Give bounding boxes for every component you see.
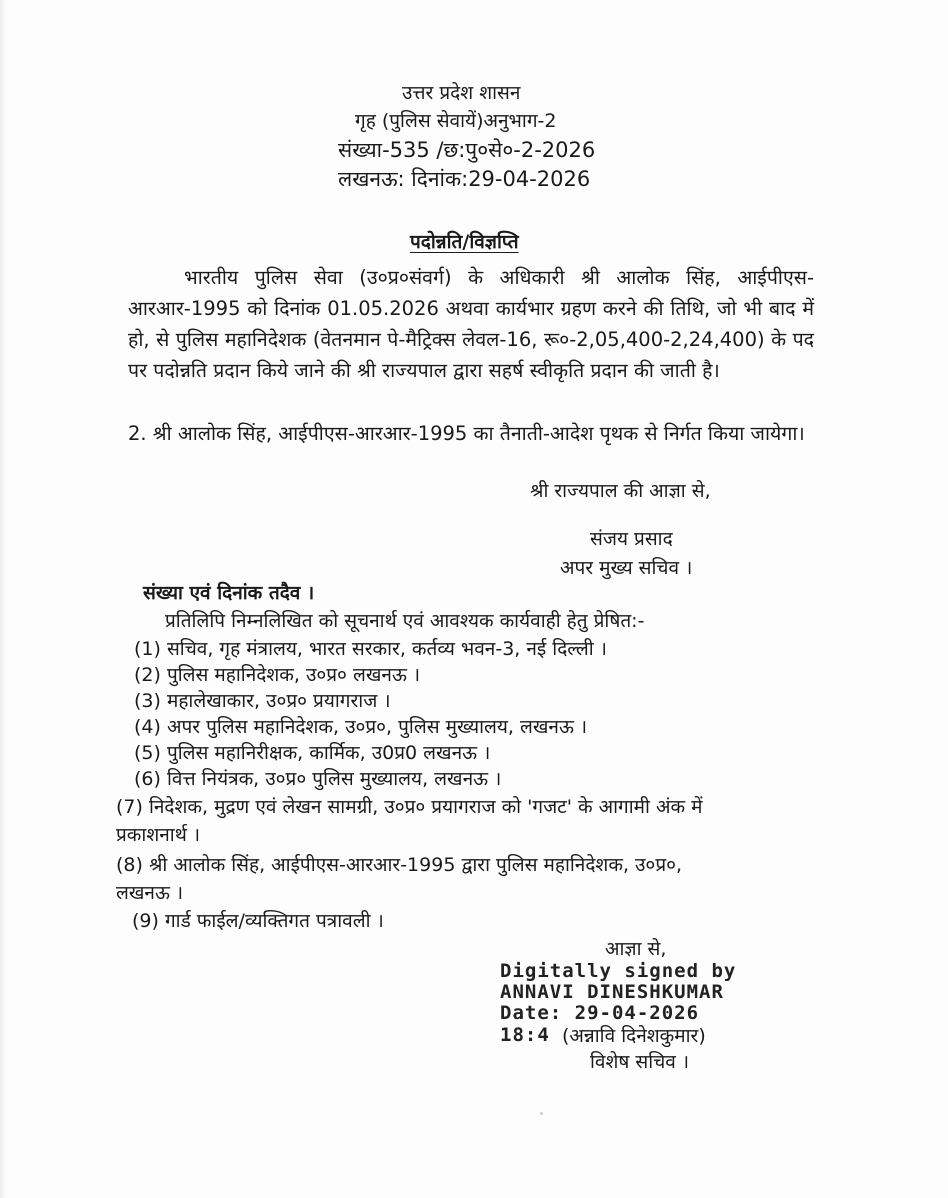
copy-item-continuation: लखनऊ । (116, 882, 184, 904)
copy-item: (5) पुलिस महानिरीक्षक, कार्मिक, उ0प्र0 लखनऊ । (134, 742, 491, 764)
copy-item: (7) निदेशक, मुद्रण एवं लेखन सामग्री, उ०प्र० प्रयागराज को 'गजट' के आगामी अंक में (116, 796, 703, 818)
copy-item: (3) महालेखाकार, उ०प्र० प्रयागराज । (134, 690, 391, 712)
digital-signature-name: ANNAVI DINESHKUMAR (500, 981, 724, 1003)
copy-item: (1) सचिव, गृह मंत्रालय, भारत सरकार, कर्तव्य भवन-3, नई दिल्ली । (134, 638, 607, 660)
copy-item: (9) गार्ड फाईल/व्यक्तिगत पत्रावली । (132, 910, 384, 932)
copy-item: (2) पुलिस महानिदेशक, उ०प्र० लखनऊ । (134, 664, 421, 686)
copy-item: (4) अपर पुलिस महानिदेशक, उ०प्र०, पुलिस मुख्यालय, लखनऊ । (134, 716, 588, 738)
digital-signature-date: Date: 29-04-2026 (500, 1002, 700, 1024)
place-date: लखनऊ: दिनांक:29-04-2026 (338, 167, 591, 191)
digital-signature-time: 18:4 (500, 1024, 550, 1046)
signatory-2-designation: विशेष सचिव । (590, 1051, 690, 1073)
signatory-2-order: आज्ञा से, (605, 938, 667, 960)
letter-number: संख्या-535 /छ:पु०से०-2-2026 (338, 138, 596, 162)
copy-intro: प्रतिलिपि निम्नलिखित को सूचनार्थ एवं आवश्यक कार्यवाही हेतु प्रेषित:- (165, 610, 645, 632)
department-heading: गृह (पुलिस सेवायें)अनुभाग-2 (355, 110, 557, 132)
page-left-edge (0, 0, 6, 1198)
copy-item: (8) श्री आलोक सिंह, आईपीएस-आरआर-1995 द्वारा पुलिस महानिदेशक, उ०प्र०, (116, 854, 683, 876)
digital-signature-line: Digitally signed by (500, 960, 737, 982)
body-paragraph-2: 2. श्री आलोक सिंह, आईपीएस-आरआर-1995 का तैनाती-आदेश पृथक से निर्गत किया जायेगा। (128, 422, 805, 445)
signatory-2-name: (अन्नावि दिनेशकुमार) (562, 1025, 706, 1047)
copy-item-continuation: प्रकाशनार्थ । (116, 824, 201, 846)
body-paragraph-1: भारतीय पुलिस सेवा (उ०प्र०संवर्ग) के अधिकारी श्री आलोक सिंह, आईपीएस-आरआर-1995 को दिनांक 01.05.2026 अथवा कार्यभार ग्रहण करने की तिथि, जो भी बाद में हो, से पुलिस महानिदेशक (वेतनमान पे-मैट्रिक्स लेवल-16, रू०-2,05,400-2,24,400) के पद पर पदोन्नति प्रदान किये जाने की श्री राज्यपाल द्वारा सहर्ष स्वीकृति प्रदान की जाती है। (128, 266, 814, 382)
scan-speck (540, 1112, 543, 1115)
copy-item: (6) वित्त नियंत्रक, उ०प्र० पुलिस मुख्यालय, लखनऊ । (134, 768, 502, 790)
governor-order-line: श्री राज्यपाल की आज्ञा से, (530, 480, 711, 502)
signatory-1-name: संजय प्रसाद (590, 528, 673, 550)
copy-number-line: संख्या एवं दिनांक तदैव । (143, 582, 315, 604)
government-heading: उत्तर प्रदेश शासन (402, 82, 521, 104)
subject-heading: पदोन्नति/विज्ञप्ति (410, 231, 519, 253)
signatory-1-designation: अपर मुख्य सचिव । (560, 557, 693, 579)
